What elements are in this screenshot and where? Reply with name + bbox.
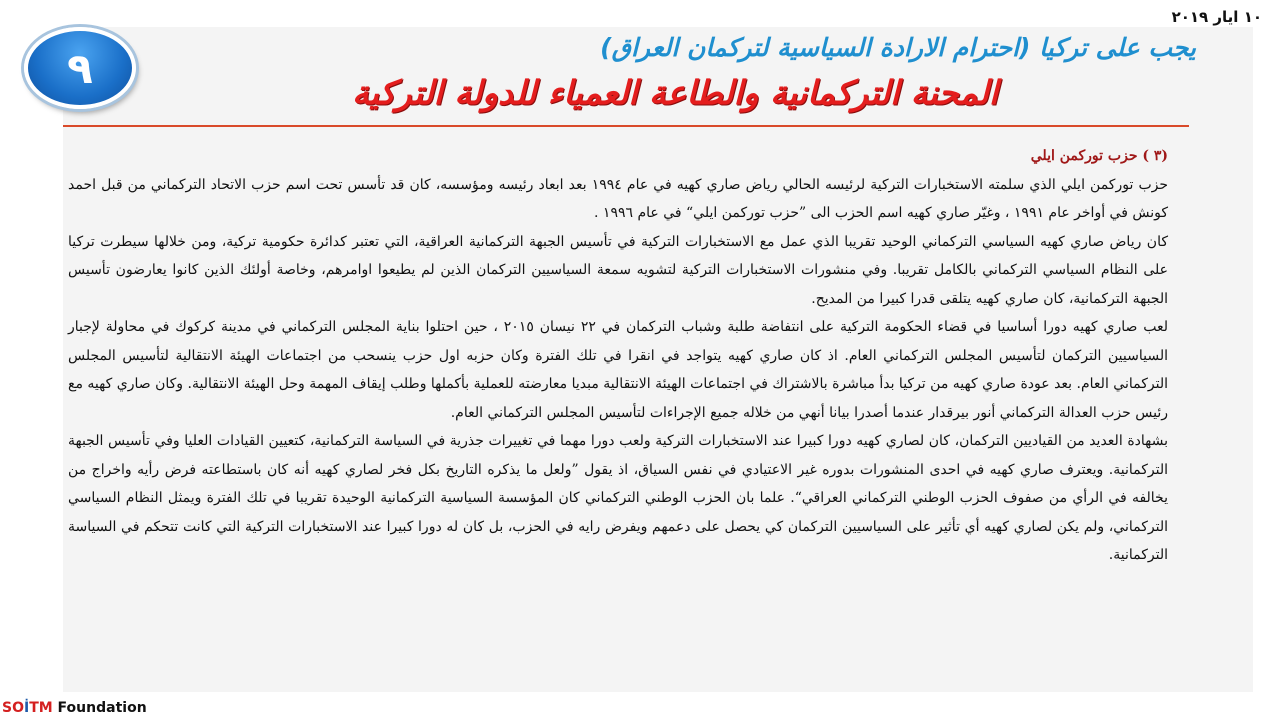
paragraph: لعب صاري كهيه دورا أساسيا في قضاء الحكومة التركية على انتفاضة طلبة وشباب التركمان في ٢٢ نيسان ٢٠١٥ ، حين احتلوا بناية المجلس التركماني في مدينة كركوك في محاولة لإجبار السياسيين التركمان لتأسيس المجلس التركماني العام. اذ كان صاري كهيه يتواجد في انقرا في تلك الفترة وكان حزبه اول حزب ينسحب من اجتماعات الهيئة الانتقالية لتأسيس المجلس التركماني العام. بعد عودة صاري كهيه من تركيا بدأ مباشرة بالاشتراك في اجتماعات الهيئة الانتقالية مبديا معارضته للعملية بأكملها وطلب إيقاف المهمة وحل الهيئة الانتقالية. وكان صاري كهيه مع رئيس حزب العدالة التركماني أنور بيرقدار عندما أصدرا بيانا أنهي من خلاله جميع الإجراءات لتأسيس المجلس التركماني العام. [68, 319, 1169, 421]
date-label: ١٠ ايار ٢٠١٩ [1171, 8, 1262, 26]
paragraph: بشهادة العديد من القياديين التركمان، كان لصاري كهيه دورا كبيرا عند الاستخبارات التركية ولعب دورا مهما في تغييرات جذرية في السياسة التركمانية، كتعيين القيادات العليا وفي تأسيس الجبهة التركمانية. ويعترف صاري كهيه في احدى المنشورات بدوره غير الاعتيادي في نفس السياق، اذ يقول ”ولعل ما يذكره التاريخ بكل فخر لصاري كهيه أنه كان باستطاعته فرض رأيه واخراج من يخالفه في الرأي من صفوف الحزب الوطني التركماني العراقي“. علما بان الحزب الوطني التركماني كان المؤسسة السياسية التركمانية الوحيدة تقريبا في تلك الفترة ويمثل النظام السياسي التركماني، ولم يكن لصاري كهيه أي تأثير على السياسيين التركمان كي يحصل على دعمهم ويفرض رايه في الحزب، بل كان له دورا كبيرا عند الاستخبارات التركية التي كانت تتحكم في السياسة التركمانية. [68, 433, 1168, 563]
title-divider [63, 125, 1189, 127]
page-title: المحنة التركمانية والطاعة العمياء للدولة التركية [352, 73, 998, 112]
page-number-badge: ٩ [24, 27, 136, 109]
page-subtitle: يجب على تركيا (احترام الارادة السياسية لتركمان العراق) [600, 33, 1196, 62]
section-heading: (٣ ) حزب توركمن ايلي [1030, 148, 1168, 164]
foundation-logo: SOİTM Foundation [2, 700, 147, 716]
paragraph: حزب توركمن ايلي الذي سلمته الاستخبارات التركية لرئيسه الحالي رياض صاري كهيه في عام ١٩٩٤ بعد ابعاد رئيسه ومؤسسه، كان قد تأسس تحت اسم حزب الاتحاد التركماني من قبل احمد كونش في أواخر عام ١٩٩١ ، وغيّر صاري كهيه اسم الحزب الى ”حزب توركمن ايلي“ في عام ١٩٩٦ . [68, 176, 1169, 221]
paragraph: كان رياض صاري كهيه السياسي التركماني الوحيد تقريبا الذي عمل مع الاستخبارات التركية في تأسيس الجبهة التركمانية العراقية، التي تعتبر كدائرة حكومية تركية، ومن خلالها سيطرت تركيا على النظام السياسي التركماني بالكامل تقريبا. وفي منشورات الاستخبارات التركية لتشويه سمعة السياسيين التركمان الذين لم يطيعوا اوامرهم، وخاصة أولئك الذين كانوا يعارضون تأسيس الجبهة التركمانية، كان صاري كهيه يتلقى قدرا كبيرا من المديح. [68, 233, 1168, 307]
article-body [68, 142, 1168, 570]
